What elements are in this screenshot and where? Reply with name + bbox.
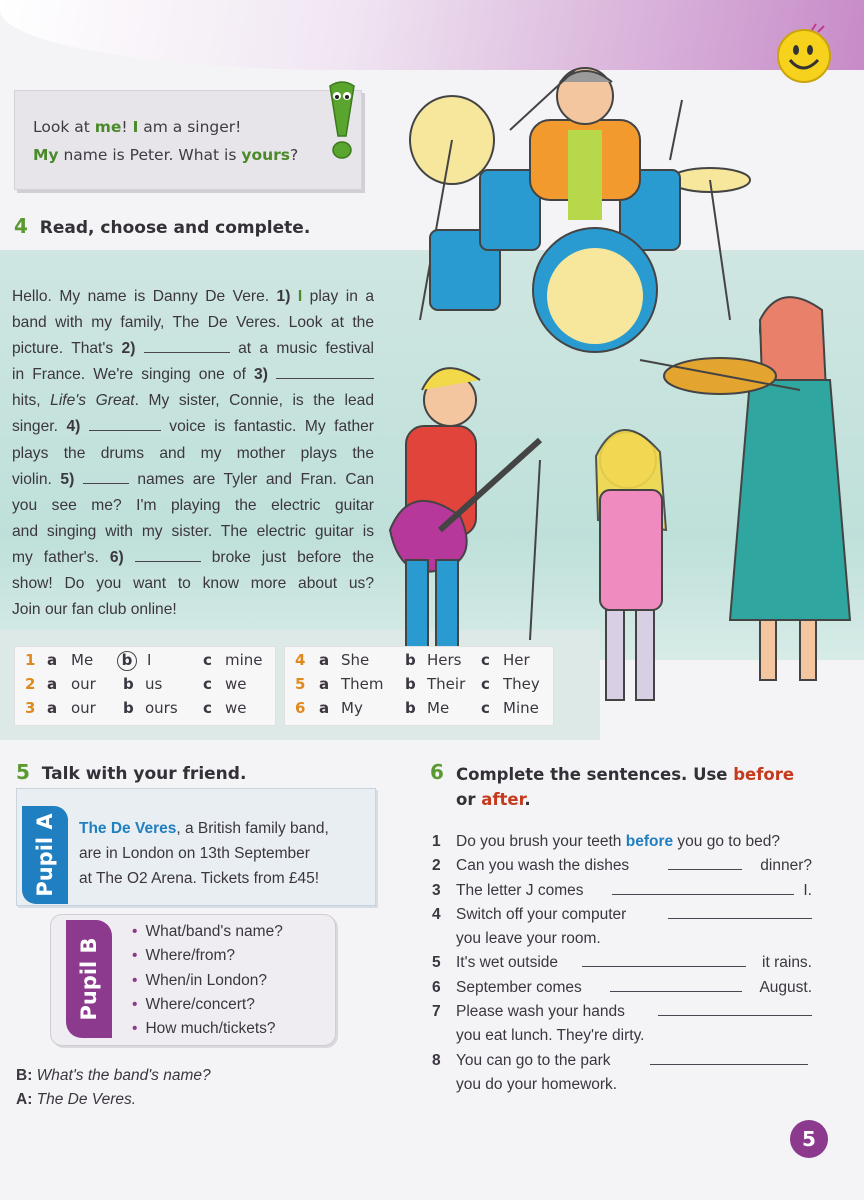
para-line: Join our fan club online! (12, 601, 177, 619)
band-illustration (370, 60, 864, 740)
para-line: my father's. 6) broke just before the (12, 548, 374, 566)
sentence-row: 6 September comes August. (432, 978, 812, 996)
options-table-right: 4 a She b Hers c Her 5 a Them b Their c They 6 a My b Me c Mine (284, 646, 554, 726)
answer-blank[interactable] (658, 1002, 812, 1016)
sentence-row: you do your homework. (456, 1075, 618, 1093)
circled-answer: b (117, 651, 137, 671)
para-line: plays the drums and my mother plays the (12, 444, 374, 462)
options-table-left: 1 a Me b I c mine 2 a our b us c we 3 a our b ours c we (14, 646, 276, 726)
answer-blank[interactable] (668, 856, 742, 870)
singer-illustration (596, 430, 666, 700)
prompt-item: • When/in London? (132, 969, 283, 993)
reading-paragraph (12, 284, 374, 623)
para-line: band with my family, The De Veres. Look at the (12, 314, 374, 332)
answer-blank[interactable] (650, 1051, 808, 1065)
pupil-b-tab: Pupil B (66, 920, 112, 1038)
prompt-item: • What/band's name? (132, 920, 283, 944)
drum-kit-illustration (410, 68, 750, 352)
page-number: 5 (790, 1120, 828, 1158)
section-5-title: 5 Talk with your friend. (16, 760, 247, 784)
sentence-row: 7 Please wash your hands (432, 1000, 812, 1024)
section-6-title: Complete the sentences. Use before or after. (456, 765, 795, 809)
sentence-row: 8 You can go to the park (432, 1049, 812, 1073)
sentence-row: 2 Can you wash the dishes dinner? (432, 857, 812, 875)
sentence-row: you eat lunch. They're dirty. (456, 1027, 645, 1045)
answer-blank-5[interactable] (83, 470, 129, 484)
para-line: hits, Life's Great. My sister, Connie, is the lead (12, 392, 374, 410)
para-line: Hello. My name is Danny De Vere. 1) I play in a (12, 288, 375, 305)
answer-blank[interactable] (582, 953, 746, 967)
exclamation-mascot-icon (320, 80, 364, 164)
sentence-list (432, 830, 812, 1097)
para-line: you see me? I'm playing the electric guitar (12, 496, 374, 514)
answer-blank-2[interactable] (144, 339, 230, 353)
sentence-row: 3 The letter J comes I. (432, 881, 812, 899)
violinist-illustration (640, 297, 850, 680)
para-line: in France. We're singing one of 3) (12, 362, 374, 388)
pupil-a-text: The De Veres, a British family band, are in London on 13th September at The O2 Arena. Tickets from £45! (79, 820, 329, 887)
para-line: and singing with my sister. The electric guitar is (12, 522, 374, 540)
speech-line-1: Look at me! I am a singer! (33, 118, 242, 136)
answer-blank-6[interactable] (135, 548, 201, 562)
example-dialog: B: What's the band's name? A: The De Veres. (16, 1067, 211, 1108)
sentence-row: 4 Switch off your computer (432, 903, 812, 927)
prompt-item: • How much/tickets? (132, 1017, 283, 1041)
answer-blank-3[interactable] (276, 365, 374, 379)
sentence-row: 5 It's wet outside it rains. (432, 954, 812, 972)
para-line: show! Do you want to know more about us? (12, 575, 374, 593)
speech-box (14, 90, 362, 190)
answer-blank[interactable] (668, 905, 812, 919)
prompt-item: • Where/from? (132, 944, 283, 968)
para-line: singer. 4) voice is fantastic. My father (12, 418, 374, 436)
answer-blank-4[interactable] (89, 417, 161, 431)
pupil-a-tab: Pupil A (22, 806, 68, 904)
guitarist-illustration (390, 368, 540, 666)
section-6-number: 6 (430, 760, 444, 784)
prompt-item: • Where/concert? (132, 993, 283, 1017)
section-4-title: 4 Read, choose and complete. (14, 214, 311, 238)
answer-blank[interactable] (610, 978, 742, 992)
answer-blank[interactable] (612, 881, 794, 895)
sentence-row: you leave your room. (456, 930, 601, 948)
pupil-b-prompts (132, 920, 283, 1041)
sentence-row: 1 Do you brush your teeth before you go to bed? (432, 833, 780, 850)
para-line: picture. That's 2) at a music festival (12, 340, 375, 358)
speech-line-2: My name is Peter. What is yours? (33, 146, 299, 164)
para-line: violin. 5) names are Tyler and Fran. Can (12, 470, 374, 488)
